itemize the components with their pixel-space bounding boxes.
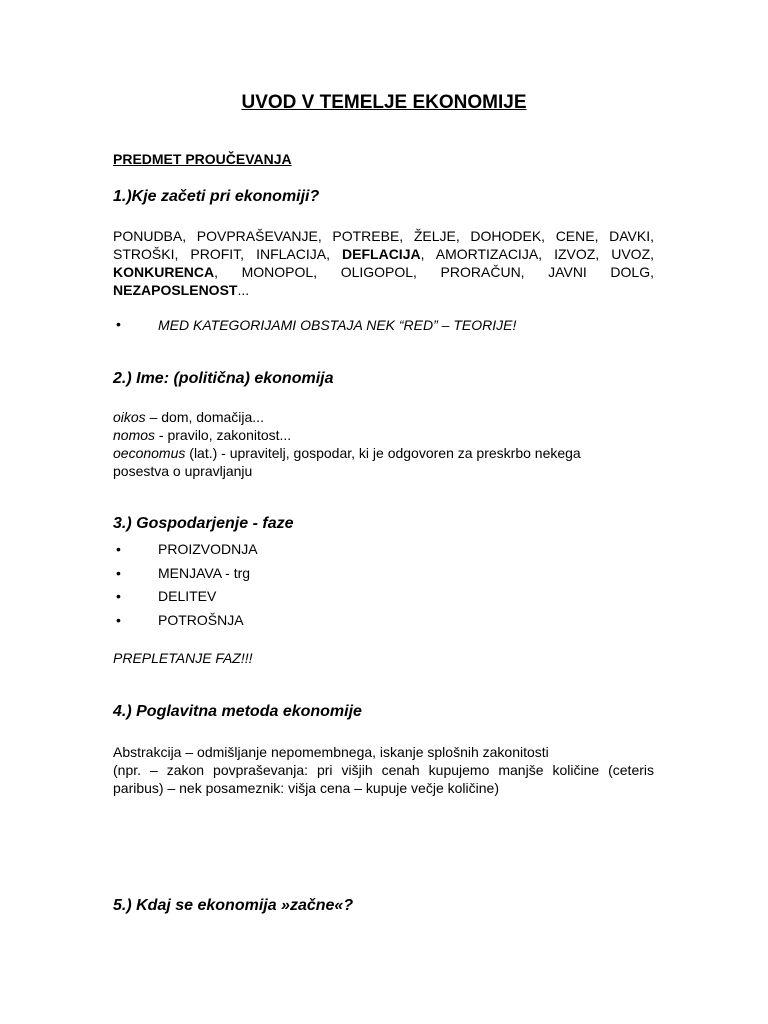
section-1-heading: 1.)Kje začeti pri ekonomiji? xyxy=(113,188,320,205)
term-deflacija: DEFLACIJA xyxy=(342,246,421,262)
section-2-heading: 2.) Ime: (politična) ekonomija xyxy=(113,370,334,387)
bullet-icon: • xyxy=(116,612,121,628)
section-1-paragraph xyxy=(113,227,654,299)
section-5-heading: 5.) Kdaj se ekonomija »začne«? xyxy=(113,897,354,914)
phase-list-item: PROIZVODNJA xyxy=(158,541,258,557)
paragraph-line: paribus) – nek posameznik: višja cena – kupuje večje količine) xyxy=(113,780,499,796)
bullet-icon: • xyxy=(116,541,121,557)
bullet-icon: • xyxy=(116,565,121,581)
term-nezaposlenost: NEZAPOSLENOST xyxy=(113,282,238,298)
section-1-bullet-text: MED KATEGORIJAMI OBSTAJA NEK “RED” – TEORIJE! xyxy=(158,317,517,333)
definition-oikos: oikos – dom, domačija... xyxy=(113,409,264,425)
paragraph-line: STROŠKI, PROFIT, INFLACIJA, DEFLACIJA, AMORTIZACIJA, IZVOZ, UVOZ, xyxy=(113,246,655,262)
section-4-paragraph xyxy=(113,743,654,797)
paragraph-line: PONUDBA, POVPRAŠEVANJE, POTREBE, ŽELJE, DOHODEK, CENE, DAVKI, xyxy=(113,228,654,244)
paragraph-line: KONKURENCA, MONOPOL, OLIGOPOL, PRORAČUN, JAVNI DOLG, xyxy=(113,264,654,280)
phase-list-item: MENJAVA - trg xyxy=(158,565,251,581)
paragraph-line: (npr. – zakon povpraševanja: pri višjih cenah kupujemo manjše količine (ceteris xyxy=(113,762,654,778)
paragraph-line: Abstrakcija – odmišljanje nepomembnega, iskanje splošnih zakonitosti xyxy=(113,744,549,760)
definition-nomos: nomos - pravilo, zakonitost... xyxy=(113,427,292,443)
paragraph-line: NEZAPOSLENOST... xyxy=(113,282,250,298)
section-subtitle: PREDMET PROUČEVANJA xyxy=(113,151,292,167)
section-2-definitions xyxy=(113,408,581,480)
definition-oeconomus-cont: posestva o upravljanju xyxy=(113,463,253,479)
document-title: UVOD V TEMELJE EKONOMIJE xyxy=(241,92,527,113)
phase-list-item: POTROŠNJA xyxy=(158,612,244,628)
bullet-icon: • xyxy=(116,316,121,332)
definition-oeconomus: oeconomus (lat.) - upravitelj, gospodar, ki je odgovoren za preskrbo nekega xyxy=(113,445,581,461)
section-3-note: PREPLETANJE FAZ!!! xyxy=(113,650,253,666)
section-3-heading: 3.) Gospodarjenje - faze xyxy=(113,515,294,532)
bullet-icon: • xyxy=(116,588,121,604)
phase-list-item: DELITEV xyxy=(158,588,217,604)
term-konkurenca: KONKURENCA xyxy=(113,264,215,280)
section-4-heading: 4.) Poglavitna metoda ekonomije xyxy=(113,703,362,720)
